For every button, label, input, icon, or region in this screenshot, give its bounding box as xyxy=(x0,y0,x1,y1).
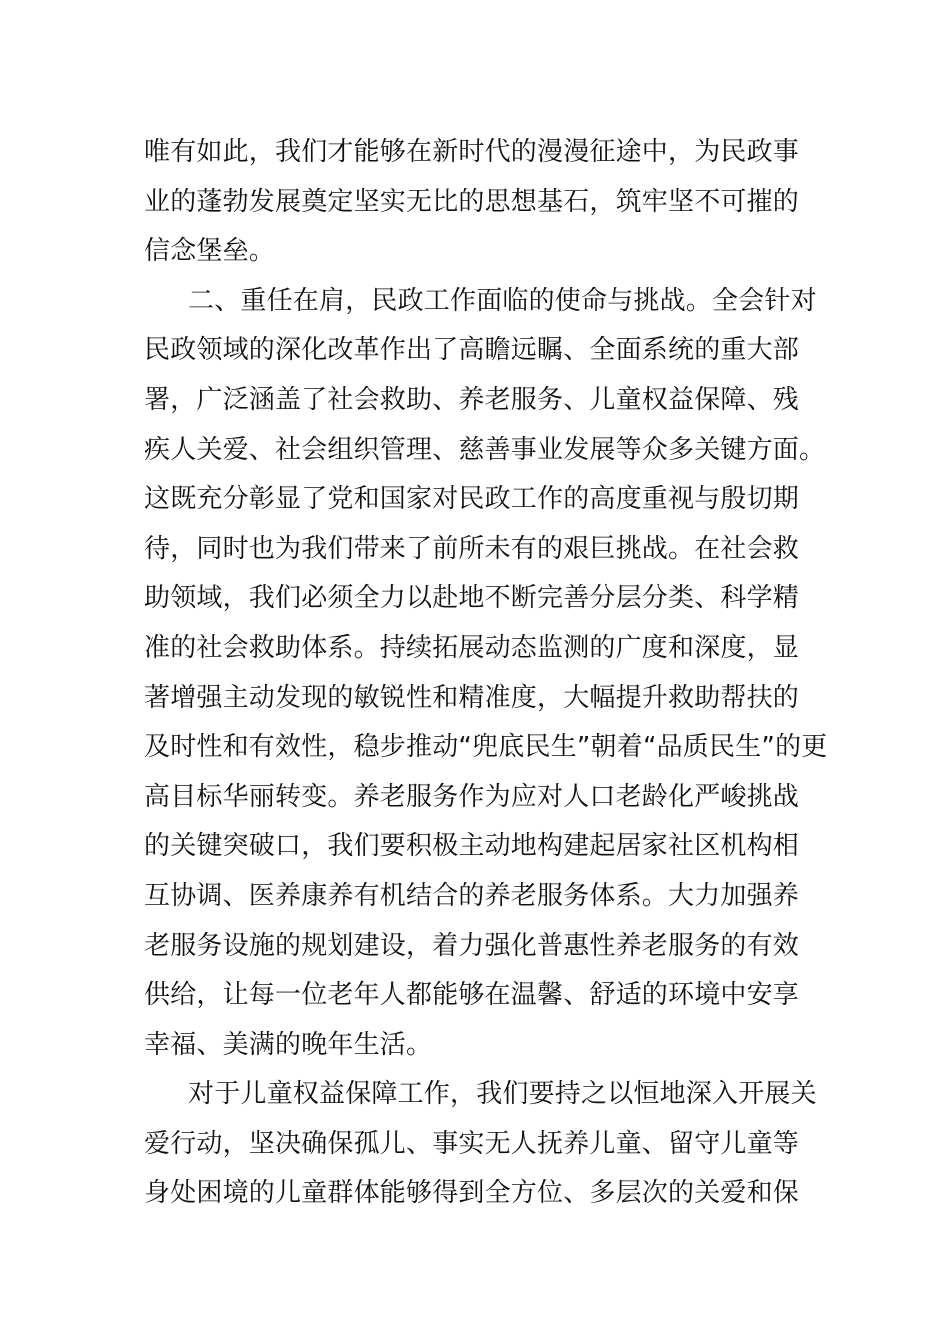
text-line: 高目标华丽转变。养老服务作为应对人口老龄化严峻挑战 xyxy=(144,781,800,812)
paragraph-start-line: 对于儿童权益保障工作，我们要持之以恒地深入开展关 xyxy=(188,1079,817,1110)
text-line: 供给，让每一位老年人都能够在温馨、舒适的环境中安享 xyxy=(144,980,800,1011)
text-line: 唯有如此，我们才能够在新时代的漫漫征途中，为民政事 xyxy=(144,137,800,167)
text-line: 老服务设施的规划建设，着力强化普惠性养老服务的有效 xyxy=(144,930,800,961)
text-line: 待，同时也为我们带来了前所未有的艰巨挑战。在社会救 xyxy=(144,533,800,564)
text-line: 信念堡垒。 xyxy=(144,236,276,267)
text-line: 这既充分彰显了党和国家对民政工作的高度重视与殷切期 xyxy=(144,484,800,515)
text-line: 身处困境的儿童群体能够得到全方位、多层次的关爱和保 xyxy=(144,1178,800,1209)
text-line: 助领域，我们必须全力以赴地不断完善分层分类、科学精 xyxy=(144,583,800,614)
text-line: 署，广泛涵盖了社会救助、养老服务、儿童权益保障、残 xyxy=(144,384,800,415)
text-line: 及时性和有效性，稳步推动“兜底民生”朝着“品质民生”的更 xyxy=(144,732,828,763)
text-line: 著增强主动发现的敏锐性和精准度，大幅提升救助帮扶的 xyxy=(144,682,800,713)
text-line: 民政领域的深化改革作出了高瞻远瞩、全面系统的重大部 xyxy=(144,335,800,366)
text-line: 业的蓬勃发展奠定坚实无比的思想基石，筑牢坚不可摧的 xyxy=(144,186,800,217)
text-line: 互协调、医养康养有机结合的养老服务体系。大力加强养 xyxy=(144,880,800,911)
text-line: 的关键突破口，我们要积极主动地构建起居家社区机构相 xyxy=(144,831,800,862)
text-line: 幸福、美满的晚年生活。 xyxy=(144,1029,433,1060)
text-line: 准的社会救助体系。持续拓展动态监测的广度和深度，显 xyxy=(144,632,800,663)
paragraph-start-line: 二、重任在肩，民政工作面临的使命与挑战。全会针对 xyxy=(188,285,817,316)
body-text xyxy=(144,128,828,1219)
text-line: 爱行动，坚决确保孤儿、事实无人抚养儿童、留守儿童等 xyxy=(144,1128,800,1159)
text-line: 疾人关爱、社会组织管理、慈善事业发展等众多关键方面。 xyxy=(144,434,826,465)
